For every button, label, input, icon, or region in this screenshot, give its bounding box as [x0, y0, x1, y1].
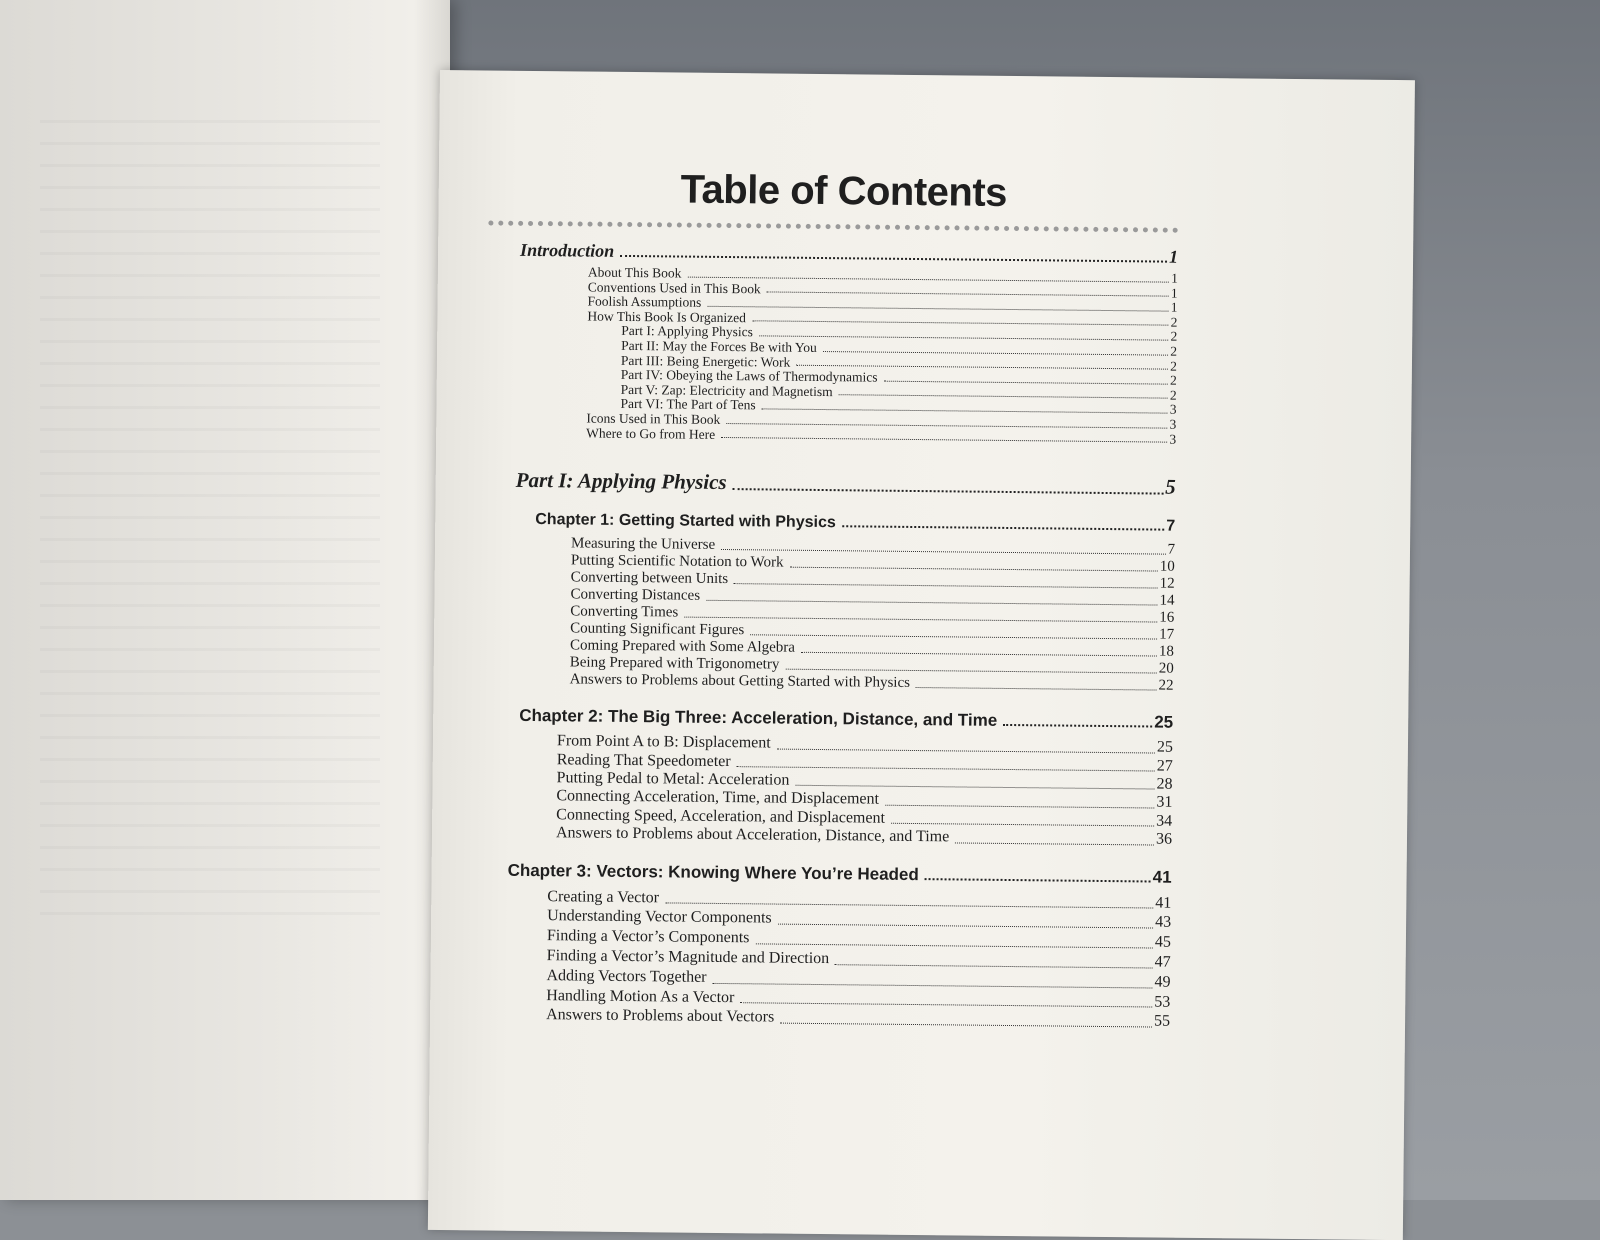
toc-page-number: 2 [1170, 358, 1178, 374]
toc-page-number: 17 [1159, 626, 1175, 643]
toc-label: Being Prepared with Trigonometry [569, 654, 780, 673]
dot-leader [762, 408, 1168, 413]
toc-label: Measuring the Universe [570, 535, 716, 554]
toc-chapter-heading [508, 860, 1172, 887]
toc-label: Connecting Acceleration, Time, and Displacement [556, 787, 880, 808]
toc-page-number: 10 [1159, 558, 1175, 575]
chapter-1-section [534, 511, 1176, 695]
toc-page-number: 2 [1169, 372, 1177, 388]
toc-page-number: 3 [1169, 416, 1177, 432]
dot-leader [740, 1003, 1152, 1008]
dot-leader [750, 634, 1157, 639]
toc-page-number: 25 [1154, 712, 1174, 732]
toc-part-introduction [520, 240, 1178, 268]
toc-part-1 [516, 468, 1176, 500]
toc-label: Part V: Zap: Electricity and Magnetism [620, 381, 833, 399]
toc-part-label: Part I: Applying Physics [515, 467, 727, 495]
toc-label: Chapter 2: The Big Three: Acceleration, Distance, and Time [519, 705, 998, 730]
toc-label: How This Book Is Organized [587, 308, 747, 325]
toc-label: From Point A to B: Displacement [556, 732, 771, 752]
toc-label: Understanding Vector Components [547, 907, 772, 927]
toc-page-number: 27 [1156, 757, 1173, 775]
introduction-items [586, 266, 1178, 447]
toc-label: Converting Times [570, 603, 679, 621]
toc-page-number: 22 [1158, 677, 1174, 694]
toc-page-number: 43 [1155, 913, 1172, 932]
toc-page-number: 1 [1171, 270, 1178, 286]
toc-label: Part I: Applying Physics [621, 323, 753, 340]
dot-leader [780, 1023, 1152, 1028]
toc-label: About This Book [587, 264, 682, 281]
dot-leader [737, 766, 1155, 771]
toc-label: Creating a Vector [547, 887, 660, 906]
toc-label: Handling Motion As a Vector [546, 986, 735, 1006]
page-title: Table of Contents [680, 167, 1008, 215]
dot-leader [777, 748, 1155, 753]
toc-page-number: 55 [1153, 1012, 1171, 1031]
toc-page-number: 7 [1167, 541, 1176, 558]
toc-label: Icons Used in This Book [586, 410, 721, 427]
toc-page-number: 5 [1165, 474, 1176, 499]
toc-page-number: 36 [1155, 830, 1173, 848]
toc-chapter-heading [519, 706, 1173, 733]
toc-label: Answers to Problems about Acceleration, Distance, and Time [555, 824, 950, 846]
toc-label: Adding Vectors Together [546, 966, 707, 986]
toc-label: Conventions Used in This Book [587, 279, 761, 296]
dot-leader [823, 351, 1168, 356]
toc-page-number: 16 [1159, 609, 1175, 626]
toc-page-number: 3 [1169, 431, 1177, 447]
toc-page-number: 2 [1169, 387, 1177, 403]
dot-leader [955, 842, 1154, 845]
toc-label: Putting Pedal to Metal: Acceleration [556, 769, 790, 789]
toc-page-number: 12 [1159, 575, 1175, 592]
toc-label: Counting Significant Figures [570, 620, 745, 639]
toc-label: Part II: May the Forces Be with You [621, 337, 817, 355]
dot-leader [925, 878, 1151, 882]
dot-leader [767, 292, 1169, 297]
toc-label: Connecting Speed, Acceleration, and Displacement [556, 806, 886, 827]
toc-label: Converting Distances [570, 586, 701, 604]
dot-leader [916, 687, 1157, 691]
table-of-contents [480, 166, 1179, 1032]
toc-page-number: 41 [1155, 894, 1172, 912]
dot-leader [839, 395, 1168, 399]
chapter-3-section [506, 860, 1172, 1032]
toc-page-number: 3 [1169, 402, 1177, 418]
title-divider [488, 221, 1178, 233]
dot-leader [842, 525, 1165, 530]
chapter-2-items [556, 732, 1173, 849]
toc-label: Finding a Vector’s Components [546, 927, 750, 947]
dot-leader [778, 924, 1153, 929]
dot-leader [759, 335, 1169, 340]
toc-label: Foolish Assumptions [587, 293, 702, 310]
left-page [0, 0, 450, 1200]
toc-page-number: 20 [1158, 660, 1174, 677]
toc-page-number: 1 [1168, 246, 1179, 267]
dot-leader [620, 255, 1167, 263]
dot-leader [801, 652, 1157, 657]
toc-label: Chapter 1: Getting Started with Physics [535, 511, 836, 532]
chapter-3-items [546, 887, 1171, 1032]
dot-leader [795, 785, 1154, 790]
toc-label: Answers to Problems about Vectors [546, 1006, 775, 1026]
toc-label: Coming Prepared with Some Algebra [569, 637, 796, 656]
toc-page-number: 47 [1154, 953, 1171, 971]
toc-page-number: 25 [1156, 738, 1174, 756]
dot-leader [785, 669, 1156, 674]
toc-label: Converting between Units [570, 569, 729, 588]
toc-page-number: 49 [1154, 973, 1171, 991]
dot-leader [789, 567, 1157, 572]
toc-page-number: 2 [1170, 343, 1178, 359]
toc-page-number: 45 [1154, 933, 1171, 951]
toc-label: Where to Go from Here [586, 425, 716, 442]
toc-page-number: 14 [1159, 592, 1175, 609]
toc-label: Finding a Vector’s Magnitude and Direction [546, 947, 830, 968]
left-page-bleed-through [40, 120, 380, 920]
toc-part-label: Introduction [520, 239, 615, 261]
toc-page-number: 1 [1170, 285, 1178, 301]
toc-page-number: 2 [1170, 314, 1178, 330]
toc-label: Reading That Speedometer [556, 750, 731, 770]
chapter-2-section [518, 706, 1173, 849]
dot-leader [752, 321, 1169, 326]
toc-page-number: 2 [1170, 329, 1178, 345]
toc-page-number: 53 [1154, 993, 1171, 1011]
dot-leader [835, 964, 1153, 968]
toc-page-number: 18 [1158, 643, 1175, 660]
dot-leader [883, 380, 1168, 384]
toc-label: Part IV: Obeying the Laws of Thermodynamics [620, 367, 878, 385]
toc-label: Answers to Problems about Getting Started with Physics [569, 671, 911, 692]
toc-chapter-heading [535, 511, 1175, 536]
toc-label: Putting Scientific Notation to Work [570, 552, 784, 571]
toc-label: Part VI: The Part of Tens [620, 396, 756, 413]
dot-leader [733, 488, 1164, 495]
dot-leader [755, 943, 1152, 948]
dot-leader [891, 823, 1154, 827]
chapter-1-items [570, 536, 1176, 695]
toc-page-number: 34 [1156, 812, 1173, 830]
toc-page-number: 7 [1166, 517, 1176, 535]
toc-label: Part III: Being Energetic: Work [620, 352, 791, 370]
toc-page-number: 31 [1156, 793, 1173, 812]
toc-page-number: 41 [1152, 867, 1172, 887]
dot-leader [734, 583, 1158, 588]
right-page [428, 70, 1415, 1240]
toc-page-number: 1 [1170, 299, 1178, 315]
dot-leader [1003, 724, 1152, 728]
dot-leader [885, 804, 1154, 808]
toc-page-number: 28 [1156, 775, 1173, 793]
toc-label: Chapter 3: Vectors: Knowing Where You’re Headed [507, 860, 919, 884]
